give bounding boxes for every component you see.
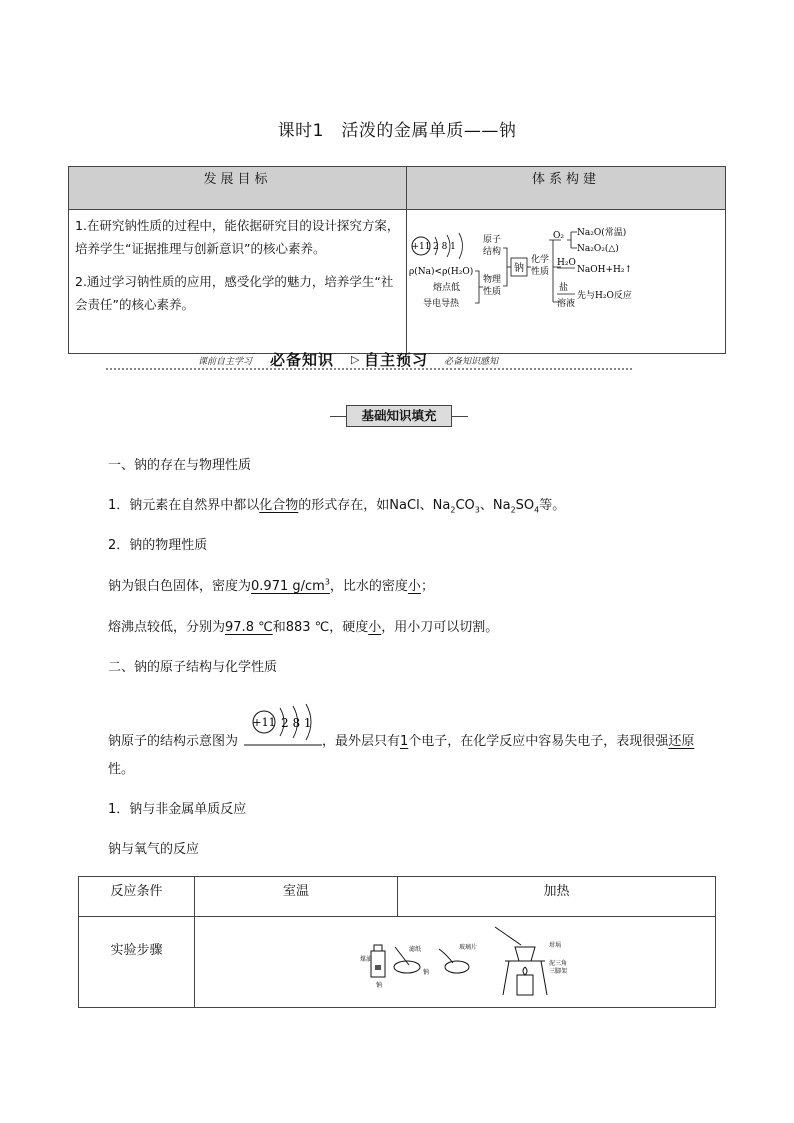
p3-text-a: 熔沸点较低，分别为 [108, 620, 226, 635]
p1-sub-b: 3 [474, 505, 480, 515]
h2o-label: H₂O [557, 258, 576, 268]
page-title: 课时1 活泼的金属单质——钠 [277, 121, 517, 141]
p1-text-d: CO [455, 498, 475, 513]
concept-diagram [407, 210, 725, 346]
blank-hardness: 小 [368, 620, 382, 635]
heading-structure: 二、钠的原子结构与化学性质 [108, 660, 278, 675]
blank-compound: 化合物 [259, 498, 299, 513]
p4-text-a: 钠原子的结构示意图为 [108, 734, 239, 749]
band-right-small: 必备知识感知 [444, 357, 499, 367]
atom-nucleus-label: +11 [252, 716, 276, 729]
atom-diagram [412, 233, 463, 259]
section-tag [346, 405, 452, 427]
melting-label: 熔点低 [433, 283, 461, 293]
band-left-small: 课前自主学习 [198, 357, 253, 367]
label-tripod: 三脚架 [549, 968, 568, 975]
goals-header-left: 发展目标 [69, 167, 407, 210]
p1-text-g: 等。 [539, 498, 566, 513]
para-existence [108, 494, 565, 515]
heading-existence: 一、钠的存在与物理性质 [108, 458, 252, 473]
p1-sub-d: 4 [534, 505, 540, 515]
heading-oxygen: 钠与氧气的反应 [108, 842, 200, 857]
section-tag-label: 基础知识填充 [361, 408, 437, 423]
heading-physical: 2．钠的物理性质 [108, 538, 208, 553]
p2-sup: 3 [324, 577, 330, 587]
reaction-table [78, 876, 716, 1008]
atom-structure-label-2: 结构 [483, 247, 502, 257]
label-kerosene: 煤油 [360, 956, 373, 963]
blank-melting-point: 97.8 ℃ [225, 620, 273, 635]
section-band [106, 352, 632, 368]
tag-right-dash [452, 416, 468, 417]
salt-label-2: 溶液 [557, 299, 576, 309]
p1-sub-a: 2 [450, 505, 456, 515]
sodium-center-label: 钠 [514, 263, 524, 274]
blank-density [251, 579, 330, 594]
para-structure-end: 性。 [108, 762, 135, 777]
blank-electron-count: 1 [400, 734, 409, 749]
physical-label-1: 物理 [483, 275, 502, 285]
p1-text-f: SO [515, 498, 535, 513]
glass-slide-icon [439, 949, 469, 973]
rx-col-roomtemp: 室温 [195, 877, 398, 917]
o2-label: O₂ [553, 231, 564, 241]
concept-diagram-cell [407, 210, 726, 354]
atom-nucleus: +11 [411, 242, 431, 252]
goals-header-right: 体系构建 [407, 167, 726, 210]
p2-text-c: ，比水的密度 [329, 579, 408, 594]
label-filter-paper: 滤纸 [409, 946, 422, 953]
goals-table [68, 166, 726, 354]
p4-text-b: ，最外层只有 [322, 734, 401, 749]
p1-text-e: 、Na [479, 498, 511, 513]
crucible-setup-icon [495, 927, 547, 995]
density-label: ρ(Na)<ρ(H₂O) [409, 267, 474, 277]
band-main-right: 自主预习 [364, 351, 429, 369]
p4-rest [322, 730, 694, 749]
p1-sub-c: 2 [510, 505, 516, 515]
label-crucible: 坩埚 [549, 942, 562, 949]
goal-1: 1.在研究钠性质的过程中，能依据研究目的设计探究方案，培养学生“证据推理与创新意识”的核心素养。 [75, 218, 400, 256]
salt-result-label: 先与H₂O反应 [577, 291, 632, 301]
na2o-label: Na₂O(常温) [577, 228, 627, 238]
conduct-label: 导电导热 [423, 299, 460, 309]
p3-text-c: 和883 ℃，硬度 [272, 620, 369, 635]
naoh-label: NaOH+H₂↑ [577, 265, 633, 275]
kerosene-bottle-icon [371, 945, 385, 977]
band-divider [106, 368, 632, 370]
blank-density-compare: 小 [407, 579, 421, 594]
atom-structure-label-1: 原子 [483, 235, 502, 245]
p1-text-c: 的形式存在，如NaCl、Na [298, 498, 451, 513]
chemical-label-2: 性质 [531, 267, 550, 277]
atom-structure-diagram [244, 700, 322, 746]
p2-text-a: 钠为银白色固体，密度为 [108, 579, 252, 594]
p1-text-a: 1．钠元素在自然界中都以 [108, 498, 260, 513]
tag-left-dash [330, 416, 346, 417]
label-sodium-1: 钠 [376, 982, 383, 989]
band-arrow-icon: ▷ [351, 353, 360, 366]
band-main-left: 必备知识 [270, 351, 335, 369]
goal-2: 2.通过学习钠性质的应用，感受化学的魅力，培养学生“社会责任”的核心素养。 [75, 274, 394, 312]
p3-text-e: ，用小刀可以切割。 [381, 620, 499, 635]
heading-nonmetal: 1．钠与非金属单质反应 [108, 802, 247, 817]
rx-col-condition: 反应条件 [79, 877, 195, 917]
na2o2-label: Na₂O₂(△) [577, 244, 619, 254]
atom-shells: 2 8 1 [433, 242, 456, 252]
label-sodium-2: 钠 [423, 969, 430, 976]
label-triangle: 泥三角 [549, 960, 568, 967]
goals-text-cell [69, 210, 407, 354]
rx-row-steps: 实验步骤 [79, 917, 195, 1008]
experiment-illustration [195, 917, 715, 1003]
rx-col-heating: 加热 [398, 877, 716, 917]
chemical-label-1: 化学 [531, 255, 550, 265]
atom-shells-label: 2 8 1 [281, 716, 312, 730]
blank-reducing: 还原 [668, 734, 695, 749]
label-glass-slide: 玻璃片 [459, 944, 478, 951]
salt-label-1: 盐 [559, 283, 569, 293]
para-density [108, 575, 434, 594]
para-melting [108, 616, 498, 635]
p4-text-d: 个电子，在化学反应中容易失电子，表现很强 [408, 734, 669, 749]
physical-label-2: 性质 [483, 287, 502, 297]
p2-text-e: ； [420, 579, 434, 594]
rx-steps-illustration-cell [195, 917, 716, 1008]
p2-density-value: 0.971 g/cm [251, 579, 325, 594]
